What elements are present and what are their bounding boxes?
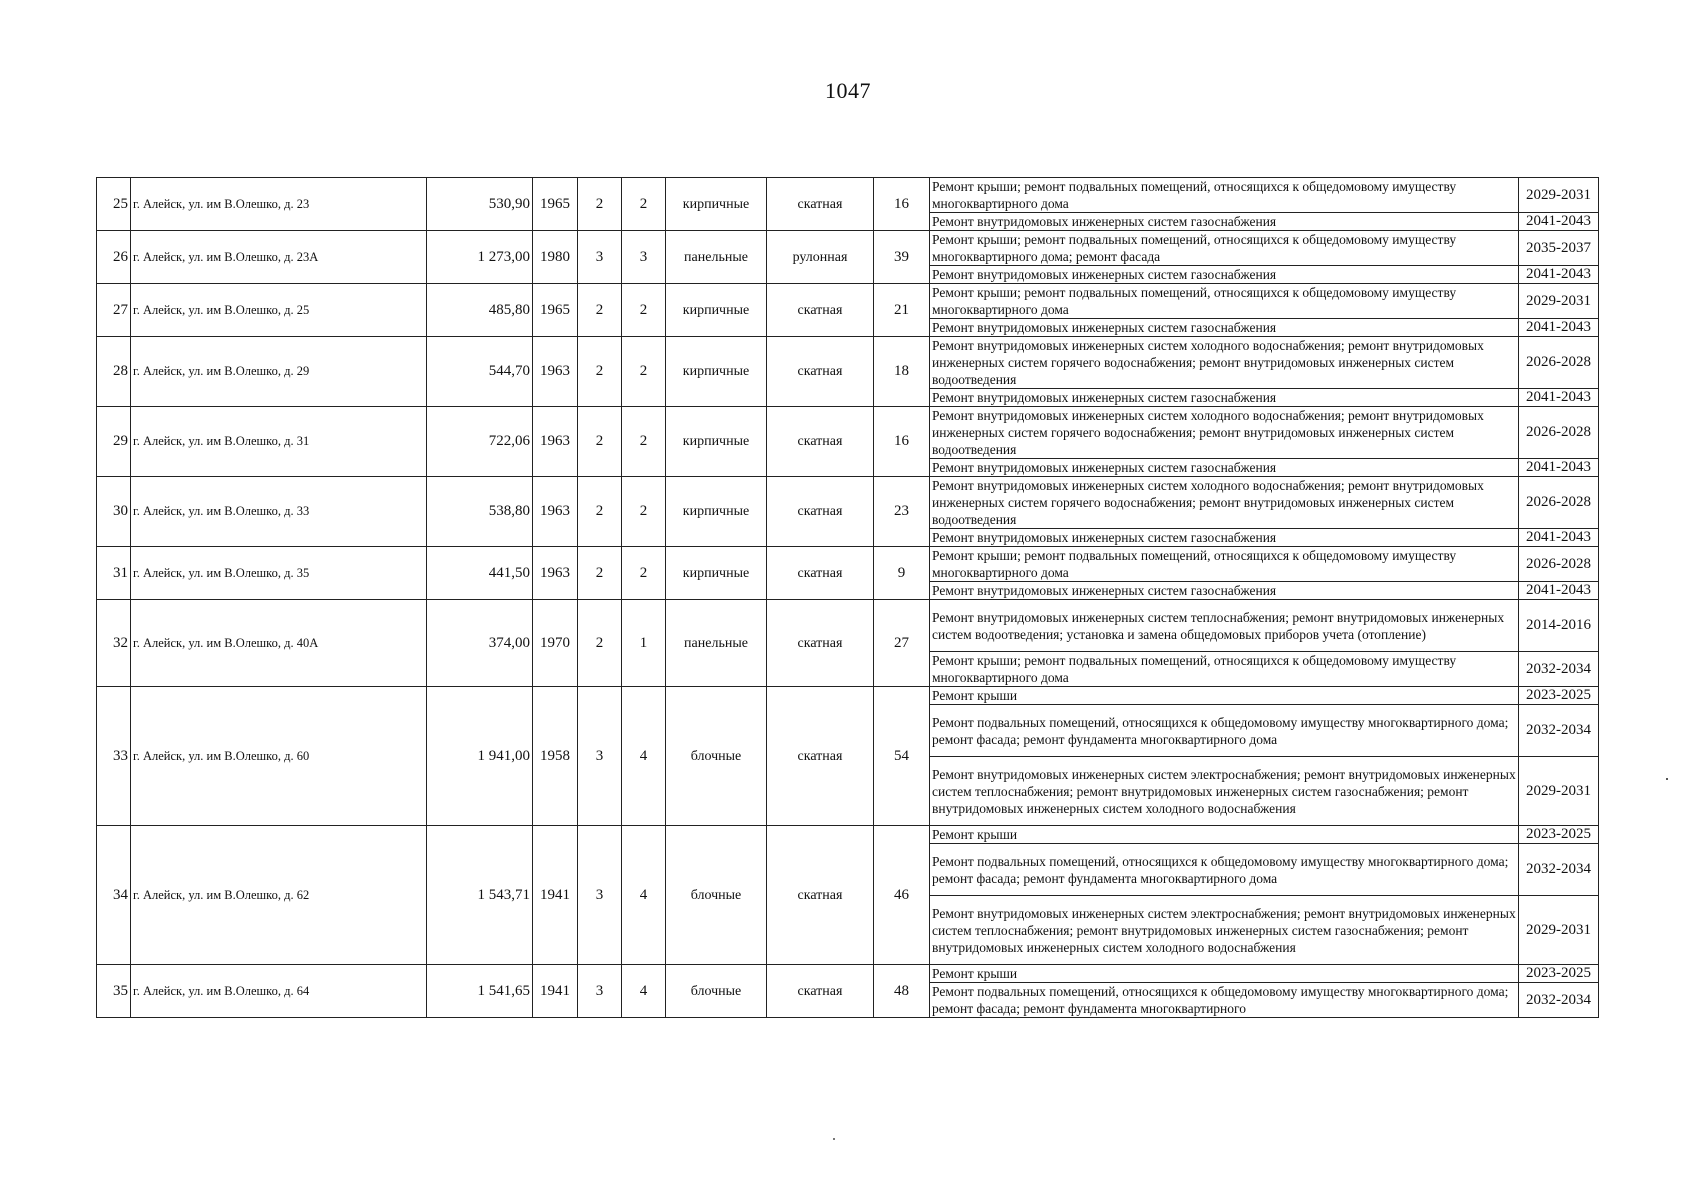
area-cell: 485,80 — [427, 284, 533, 337]
floors-cell: 3 — [622, 231, 666, 284]
table-row — [97, 600, 1599, 652]
work-period-cell: 2026-2028 — [1519, 547, 1599, 582]
wall-material-cell: блочные — [666, 826, 767, 965]
work-description-cell: Ремонт крыши — [930, 826, 1519, 844]
wall-material-cell: блочные — [666, 965, 767, 1018]
entrances-cell: 3 — [578, 687, 622, 826]
year-cell: 1965 — [533, 284, 578, 337]
roof-type-cell: скатная — [767, 407, 874, 477]
work-description-cell: Ремонт крыши; ремонт подвальных помещений, относящихся к общедомовому имуществу многоквартирного дома — [930, 652, 1519, 687]
work-period-cell: 2026-2028 — [1519, 337, 1599, 389]
area-cell: 544,70 — [427, 337, 533, 407]
work-description-cell: Ремонт внутридомовых инженерных систем холодного водоснабжения; ремонт внутридомовых инженерных систем горячего водоснабжения; ремонт внутридомовых инженерных систем водоотведения — [930, 407, 1519, 459]
floors-cell: 1 — [622, 600, 666, 687]
work-period-cell: 2032-2034 — [1519, 983, 1599, 1018]
work-description-cell: Ремонт внутридомовых инженерных систем газоснабжения — [930, 459, 1519, 477]
area-cell: 722,06 — [427, 407, 533, 477]
row-number: 26 — [97, 231, 131, 284]
address-cell: г. Алейск, ул. им В.Олешко, д. 60 — [131, 687, 427, 826]
work-period-cell: 2023-2025 — [1519, 826, 1599, 844]
address-cell: г. Алейск, ул. им В.Олешко, д. 23 — [131, 178, 427, 231]
area-cell: 441,50 — [427, 547, 533, 600]
address-cell: г. Алейск, ул. им В.Олешко, д. 23А — [131, 231, 427, 284]
roof-type-cell: скатная — [767, 600, 874, 687]
floors-cell: 4 — [622, 687, 666, 826]
address-cell: г. Алейск, ул. им В.Олешко, д. 25 — [131, 284, 427, 337]
table-row — [97, 477, 1599, 529]
year-cell: 1958 — [533, 687, 578, 826]
work-period-cell: 2026-2028 — [1519, 407, 1599, 459]
work-period-cell: 2041-2043 — [1519, 319, 1599, 337]
work-description-cell: Ремонт внутридомовых инженерных систем холодного водоснабжения; ремонт внутридомовых инженерных систем горячего водоснабжения; ремонт внутридомовых инженерных систем водоотведения — [930, 337, 1519, 389]
area-cell: 530,90 — [427, 178, 533, 231]
roof-type-cell: скатная — [767, 284, 874, 337]
work-description-cell: Ремонт внутридомовых инженерных систем электроснабжения; ремонт внутридомовых инженерных систем теплоснабжения; ремонт внутридомовых инженерных систем газоснабжения; ремонт внутридомовых инженерных систем холодного водоснабжения — [930, 757, 1519, 826]
work-description-cell: Ремонт внутридомовых инженерных систем теплоснабжения; ремонт внутридомовых инженерных систем водоотведения; установка и замена общедомовых приборов учета (отопление) — [930, 600, 1519, 652]
work-description-cell: Ремонт внутридомовых инженерных систем холодного водоснабжения; ремонт внутридомовых инженерных систем горячего водоснабжения; ремонт внутридомовых инженерных систем водоотведения — [930, 477, 1519, 529]
row-number: 28 — [97, 337, 131, 407]
work-description-cell: Ремонт внутридомовых инженерных систем газоснабжения — [930, 389, 1519, 407]
year-cell: 1941 — [533, 826, 578, 965]
area-cell: 1 941,00 — [427, 687, 533, 826]
count-cell: 48 — [874, 965, 930, 1018]
roof-type-cell: скатная — [767, 477, 874, 547]
year-cell: 1941 — [533, 965, 578, 1018]
work-period-cell: 2026-2028 — [1519, 477, 1599, 529]
work-description-cell: Ремонт внутридомовых инженерных систем газоснабжения — [930, 582, 1519, 600]
floors-cell: 2 — [622, 547, 666, 600]
entrances-cell: 2 — [578, 178, 622, 231]
work-period-cell: 2029-2031 — [1519, 178, 1599, 213]
work-period-cell: 2041-2043 — [1519, 213, 1599, 231]
year-cell: 1980 — [533, 231, 578, 284]
address-cell: г. Алейск, ул. им В.Олешко, д. 40А — [131, 600, 427, 687]
year-cell: 1965 — [533, 178, 578, 231]
address-cell: г. Алейск, ул. им В.Олешко, д. 62 — [131, 826, 427, 965]
work-description-cell: Ремонт внутридомовых инженерных систем газоснабжения — [930, 319, 1519, 337]
row-number: 33 — [97, 687, 131, 826]
roof-type-cell: скатная — [767, 178, 874, 231]
table-row — [97, 547, 1599, 582]
entrances-cell: 2 — [578, 477, 622, 547]
area-cell: 1 541,65 — [427, 965, 533, 1018]
address-cell: г. Алейск, ул. им В.Олешко, д. 33 — [131, 477, 427, 547]
work-description-cell: Ремонт внутридомовых инженерных систем газоснабжения — [930, 213, 1519, 231]
row-number: 29 — [97, 407, 131, 477]
work-description-cell: Ремонт подвальных помещений, относящихся к общедомовому имуществу многоквартирного дома; ремонт фасада; ремонт фундамента многоквартирного — [930, 983, 1519, 1018]
entrances-cell: 2 — [578, 547, 622, 600]
count-cell: 39 — [874, 231, 930, 284]
wall-material-cell: кирпичные — [666, 178, 767, 231]
entrances-cell: 2 — [578, 600, 622, 687]
count-cell: 27 — [874, 600, 930, 687]
wall-material-cell: кирпичные — [666, 337, 767, 407]
work-description-cell: Ремонт крыши — [930, 965, 1519, 983]
work-description-cell: Ремонт подвальных помещений, относящихся к общедомовому имуществу многоквартирного дома; ремонт фасада; ремонт фундамента многоквартирного дома — [930, 705, 1519, 757]
entrances-cell: 3 — [578, 231, 622, 284]
roof-type-cell: скатная — [767, 965, 874, 1018]
year-cell: 1963 — [533, 337, 578, 407]
wall-material-cell: кирпичные — [666, 284, 767, 337]
work-period-cell: 2023-2025 — [1519, 687, 1599, 705]
year-cell: 1963 — [533, 477, 578, 547]
floors-cell: 2 — [622, 477, 666, 547]
work-description-cell: Ремонт крыши; ремонт подвальных помещений, относящихся к общедомовому имуществу многоквартирного дома; ремонт фасада — [930, 231, 1519, 266]
wall-material-cell: панельные — [666, 231, 767, 284]
row-number: 30 — [97, 477, 131, 547]
entrances-cell: 2 — [578, 407, 622, 477]
roof-type-cell: скатная — [767, 337, 874, 407]
work-description-cell: Ремонт крыши; ремонт подвальных помещений, относящихся к общедомовому имуществу многоквартирного дома — [930, 178, 1519, 213]
work-description-cell: Ремонт внутридомовых инженерных систем газоснабжения — [930, 266, 1519, 284]
work-period-cell: 2014-2016 — [1519, 600, 1599, 652]
work-period-cell: 2032-2034 — [1519, 705, 1599, 757]
year-cell: 1963 — [533, 407, 578, 477]
floors-cell: 2 — [622, 407, 666, 477]
roof-type-cell: рулонная — [767, 231, 874, 284]
area-cell: 374,00 — [427, 600, 533, 687]
count-cell: 23 — [874, 477, 930, 547]
entrances-cell: 3 — [578, 965, 622, 1018]
work-period-cell: 2023-2025 — [1519, 965, 1599, 983]
work-period-cell: 2041-2043 — [1519, 459, 1599, 477]
table-row — [97, 337, 1599, 389]
row-number: 32 — [97, 600, 131, 687]
scan-speck — [833, 1138, 835, 1140]
row-number: 34 — [97, 826, 131, 965]
count-cell: 18 — [874, 337, 930, 407]
work-period-cell: 2041-2043 — [1519, 529, 1599, 547]
work-description-cell: Ремонт внутридомовых инженерных систем электроснабжения; ремонт внутридомовых инженерных систем теплоснабжения; ремонт внутридомовых инженерных систем газоснабжения; ремонт внутридомовых инженерных систем холодного водоснабжения — [930, 896, 1519, 965]
table-row — [97, 231, 1599, 266]
roof-type-cell: скатная — [767, 826, 874, 965]
floors-cell: 2 — [622, 337, 666, 407]
work-description-cell: Ремонт подвальных помещений, относящихся к общедомовому имуществу многоквартирного дома; ремонт фасада; ремонт фундамента многоквартирного дома — [930, 844, 1519, 896]
roof-type-cell: скатная — [767, 547, 874, 600]
wall-material-cell: панельные — [666, 600, 767, 687]
table-row — [97, 826, 1599, 844]
table-row — [97, 407, 1599, 459]
row-number: 27 — [97, 284, 131, 337]
count-cell: 21 — [874, 284, 930, 337]
roof-type-cell: скатная — [767, 687, 874, 826]
row-number: 31 — [97, 547, 131, 600]
entrances-cell: 2 — [578, 337, 622, 407]
work-period-cell: 2035-2037 — [1519, 231, 1599, 266]
area-cell: 1 543,71 — [427, 826, 533, 965]
table-row — [97, 965, 1599, 983]
work-period-cell: 2041-2043 — [1519, 266, 1599, 284]
floors-cell: 4 — [622, 965, 666, 1018]
row-number: 25 — [97, 178, 131, 231]
work-description-cell: Ремонт крыши — [930, 687, 1519, 705]
housing-repair-table — [96, 177, 1599, 1018]
work-period-cell: 2029-2031 — [1519, 284, 1599, 319]
work-period-cell: 2041-2043 — [1519, 389, 1599, 407]
table-row — [97, 178, 1599, 213]
entrances-cell: 3 — [578, 826, 622, 965]
scan-speck — [1666, 778, 1668, 780]
wall-material-cell: кирпичные — [666, 477, 767, 547]
count-cell: 16 — [874, 178, 930, 231]
address-cell: г. Алейск, ул. им В.Олешко, д. 31 — [131, 407, 427, 477]
work-period-cell: 2029-2031 — [1519, 896, 1599, 965]
work-description-cell: Ремонт крыши; ремонт подвальных помещений, относящихся к общедомовому имуществу многоквартирного дома — [930, 547, 1519, 582]
wall-material-cell: кирпичные — [666, 547, 767, 600]
work-period-cell: 2032-2034 — [1519, 652, 1599, 687]
count-cell: 9 — [874, 547, 930, 600]
area-cell: 1 273,00 — [427, 231, 533, 284]
address-cell: г. Алейск, ул. им В.Олешко, д. 35 — [131, 547, 427, 600]
area-cell: 538,80 — [427, 477, 533, 547]
work-description-cell: Ремонт внутридомовых инженерных систем газоснабжения — [930, 529, 1519, 547]
work-period-cell: 2029-2031 — [1519, 757, 1599, 826]
work-period-cell: 2032-2034 — [1519, 844, 1599, 896]
table-row — [97, 687, 1599, 705]
entrances-cell: 2 — [578, 284, 622, 337]
page-number: 1047 — [825, 78, 871, 103]
table-row — [97, 284, 1599, 319]
year-cell: 1963 — [533, 547, 578, 600]
floors-cell: 2 — [622, 284, 666, 337]
work-period-cell: 2041-2043 — [1519, 582, 1599, 600]
count-cell: 46 — [874, 826, 930, 965]
work-description-cell: Ремонт крыши; ремонт подвальных помещений, относящихся к общедомовому имуществу многоквартирного дома — [930, 284, 1519, 319]
floors-cell: 4 — [622, 826, 666, 965]
floors-cell: 2 — [622, 178, 666, 231]
year-cell: 1970 — [533, 600, 578, 687]
count-cell: 16 — [874, 407, 930, 477]
count-cell: 54 — [874, 687, 930, 826]
wall-material-cell: кирпичные — [666, 407, 767, 477]
address-cell: г. Алейск, ул. им В.Олешко, д. 29 — [131, 337, 427, 407]
row-number: 35 — [97, 965, 131, 1018]
address-cell: г. Алейск, ул. им В.Олешко, д. 64 — [131, 965, 427, 1018]
wall-material-cell: блочные — [666, 687, 767, 826]
